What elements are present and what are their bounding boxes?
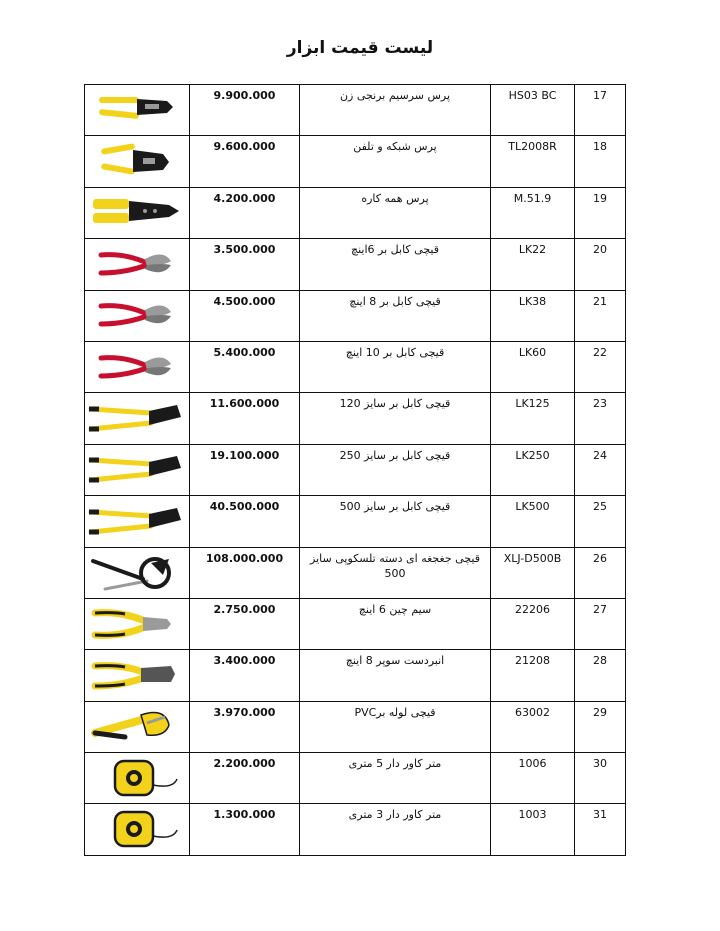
product-code-cell: LK500 [491,496,575,547]
row-number-cell: 29 [575,701,626,752]
row-number-cell: 27 [575,598,626,649]
product-code-cell: 22206 [491,598,575,649]
table-row [85,701,626,752]
table-row [85,598,626,649]
row-number-cell: 17 [575,85,626,136]
table-row [85,239,626,290]
product-code-cell: 1003 [491,804,575,855]
pvc-pipe-cutter-icon [85,703,189,750]
product-name-cell: انبردست سوپر 8 اینچ [300,650,491,701]
product-image-cell [85,239,190,290]
product-image-cell [85,496,190,547]
tape-measure-icon [85,806,189,853]
product-image-cell [85,547,190,598]
row-number-cell: 20 [575,239,626,290]
table-row [85,187,626,238]
product-image-cell [85,187,190,238]
price-cell: 4.200.000 [190,187,300,238]
yellow-crimper-icon [85,87,189,134]
product-name-cell: قیچی جغجغه ای دسته تلسکوپی سایز 500 [300,547,491,598]
product-code-cell: LK250 [491,444,575,495]
red-cable-cutter-icon [85,344,189,391]
product-code-cell: LK125 [491,393,575,444]
product-image-cell [85,598,190,649]
page-title: لیست قیمت ابزار [286,38,434,58]
row-number-cell: 30 [575,753,626,804]
product-name-cell: قیچی کابل بر سایز 250 [300,444,491,495]
price-cell: 9.600.000 [190,136,300,187]
ratchet-cable-cutter-icon [85,549,189,596]
product-code-cell: LK38 [491,290,575,341]
product-code-cell: LK60 [491,341,575,392]
product-code-cell: M.51.9 [491,187,575,238]
price-cell: 19.100.000 [190,444,300,495]
table-row [85,753,626,804]
price-cell: 3.970.000 [190,701,300,752]
product-image-cell [85,290,190,341]
row-number-cell: 26 [575,547,626,598]
multi-tool-crimper-icon [85,189,189,236]
price-cell: 1.300.000 [190,804,300,855]
tape-measure-icon [85,755,189,802]
price-cell: 4.500.000 [190,290,300,341]
product-image-cell [85,136,190,187]
row-number-cell: 19 [575,187,626,238]
product-code-cell: 63002 [491,701,575,752]
product-image-cell [85,393,190,444]
product-image-cell [85,85,190,136]
table-row [85,444,626,495]
table-row [85,547,626,598]
product-name-cell: قیچی کابل بر سایز 500 [300,496,491,547]
table-row [85,650,626,701]
price-cell: 40.500.000 [190,496,300,547]
row-number-cell: 25 [575,496,626,547]
product-image-cell [85,341,190,392]
product-image-cell [85,701,190,752]
product-name-cell: پرس سرسیم برنجی زن [300,85,491,136]
price-cell: 2.750.000 [190,598,300,649]
row-number-cell: 28 [575,650,626,701]
price-cell: 3.500.000 [190,239,300,290]
product-name-cell: قیچی کابل بر 8 اینچ [300,290,491,341]
product-code-cell: TL2008R [491,136,575,187]
product-code-cell: LK22 [491,239,575,290]
price-table [84,84,626,856]
product-name-cell: سیم چین 6 اینچ [300,598,491,649]
product-name-cell: متر کاور دار 5 متری [300,753,491,804]
price-cell: 3.400.000 [190,650,300,701]
product-code-cell: XLJ-D500B [491,547,575,598]
product-code-cell: 21208 [491,650,575,701]
row-number-cell: 21 [575,290,626,341]
row-number-cell: 22 [575,341,626,392]
product-name-cell: متر کاور دار 3 متری [300,804,491,855]
product-name-cell: قیچی کابل بر 10 اینچ [300,341,491,392]
product-image-cell [85,753,190,804]
row-number-cell: 18 [575,136,626,187]
table-row [85,804,626,855]
product-image-cell [85,650,190,701]
long-cable-cutter-icon [85,446,189,493]
price-cell: 5.400.000 [190,341,300,392]
row-number-cell: 23 [575,393,626,444]
table-row [85,393,626,444]
price-cell: 11.600.000 [190,393,300,444]
red-cable-cutter-icon [85,292,189,339]
price-cell: 2.200.000 [190,753,300,804]
row-number-cell: 24 [575,444,626,495]
network-crimper-icon [85,138,189,185]
table-row [85,85,626,136]
price-cell: 108.000.000 [190,547,300,598]
table-row [85,136,626,187]
row-number-cell: 31 [575,804,626,855]
product-name-cell: قیچی کابل بر 6اینچ [300,239,491,290]
product-code-cell: 1006 [491,753,575,804]
diagonal-pliers-icon [85,601,189,648]
price-cell: 9.900.000 [190,85,300,136]
table-row [85,341,626,392]
red-cable-cutter-icon [85,241,189,288]
table-row [85,290,626,341]
product-image-cell [85,804,190,855]
long-cable-cutter-icon [85,395,189,442]
long-cable-cutter-icon [85,498,189,545]
table-row [85,496,626,547]
product-name-cell: پرس شبکه و تلفن [300,136,491,187]
product-name-cell: قیچی کابل بر سایز 120 [300,393,491,444]
combination-pliers-icon [85,652,189,699]
product-image-cell [85,444,190,495]
product-name-cell: قیچی لوله برPVC [300,701,491,752]
product-code-cell: HS03 BC [491,85,575,136]
price-table-body [85,85,626,856]
product-name-cell: پرس همه کاره [300,187,491,238]
